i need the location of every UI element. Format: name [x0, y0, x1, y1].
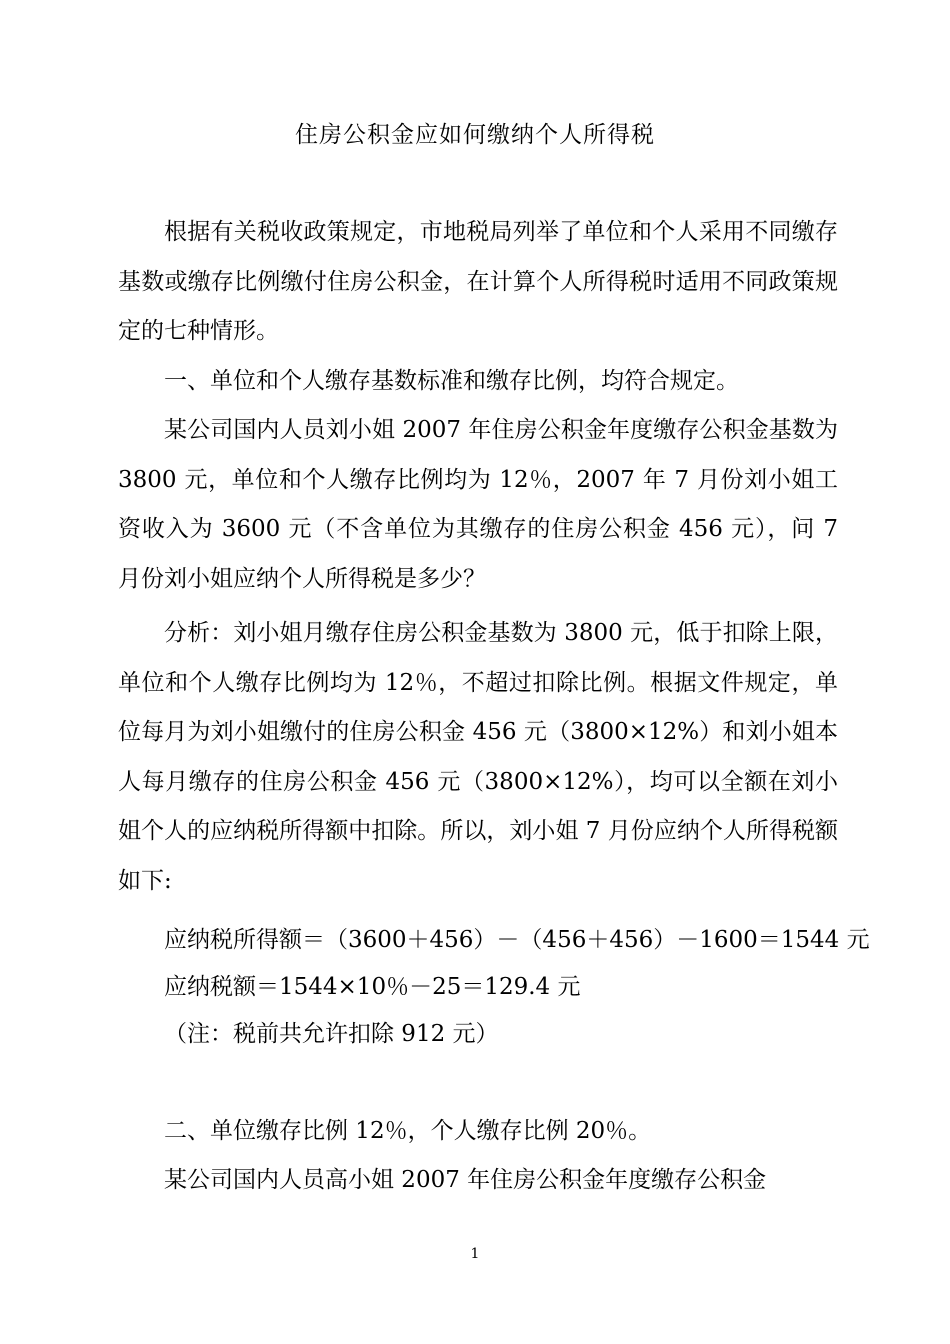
intro-paragraph: 根据有关税收政策规定，市地税局列举了单位和个人采用不同缴存基数或缴存比例缴付住房公积金，在计算个人所得税时适用不同政策规定的七种情形。	[118, 219, 838, 344]
taxable-income-formula: 应纳税所得额＝（3600＋456）－（456＋456）－1600＝1544 元	[164, 927, 870, 953]
document-title: 住房公积金应如何缴纳个人所得税	[295, 122, 655, 148]
tax-amount-formula: 应纳税额＝1544×10％－25＝129.4 元	[164, 974, 581, 1000]
section-two-heading: 二、单位缴存比例 12％，个人缴存比例 20％。	[164, 1118, 652, 1144]
section-one-heading: 一、单位和个人缴存基数标准和缴存比例，均符合规定。	[164, 368, 739, 394]
page-number: 1	[470, 1246, 480, 1262]
case-one-paragraph: 某公司国内人员刘小姐 2007 年住房公积金年度缴存公积金基数为 3800 元，单位和个人缴存比例均为 12％，2007 年 7 月份刘小姐工资收入为 3600 元（不含单位为其缴存的住房公积金 456 元），问 7 月份刘小姐应纳个人所得税是多少？	[118, 417, 838, 592]
analysis-paragraph: 分析：刘小姐月缴存住房公积金基数为 3800 元，低于扣除上限，单位和个人缴存比例均为 12％，不超过扣除比例。根据文件规定，单位每月为刘小姐缴付的住房公积金 456 元（3800×12%）和刘小姐本人每月缴存的住房公积金 456 元（3800×12%），均可以全额在刘小姐个人的应纳税所得额中扣除。所以，刘小姐 7 月份应纳个人所得税额如下:	[118, 620, 838, 894]
deduction-note: （注：税前共允许扣除 912 元）	[164, 1021, 499, 1047]
section-two-text: 某公司国内人员高小姐 2007 年住房公积金年度缴存公积金	[164, 1167, 767, 1193]
